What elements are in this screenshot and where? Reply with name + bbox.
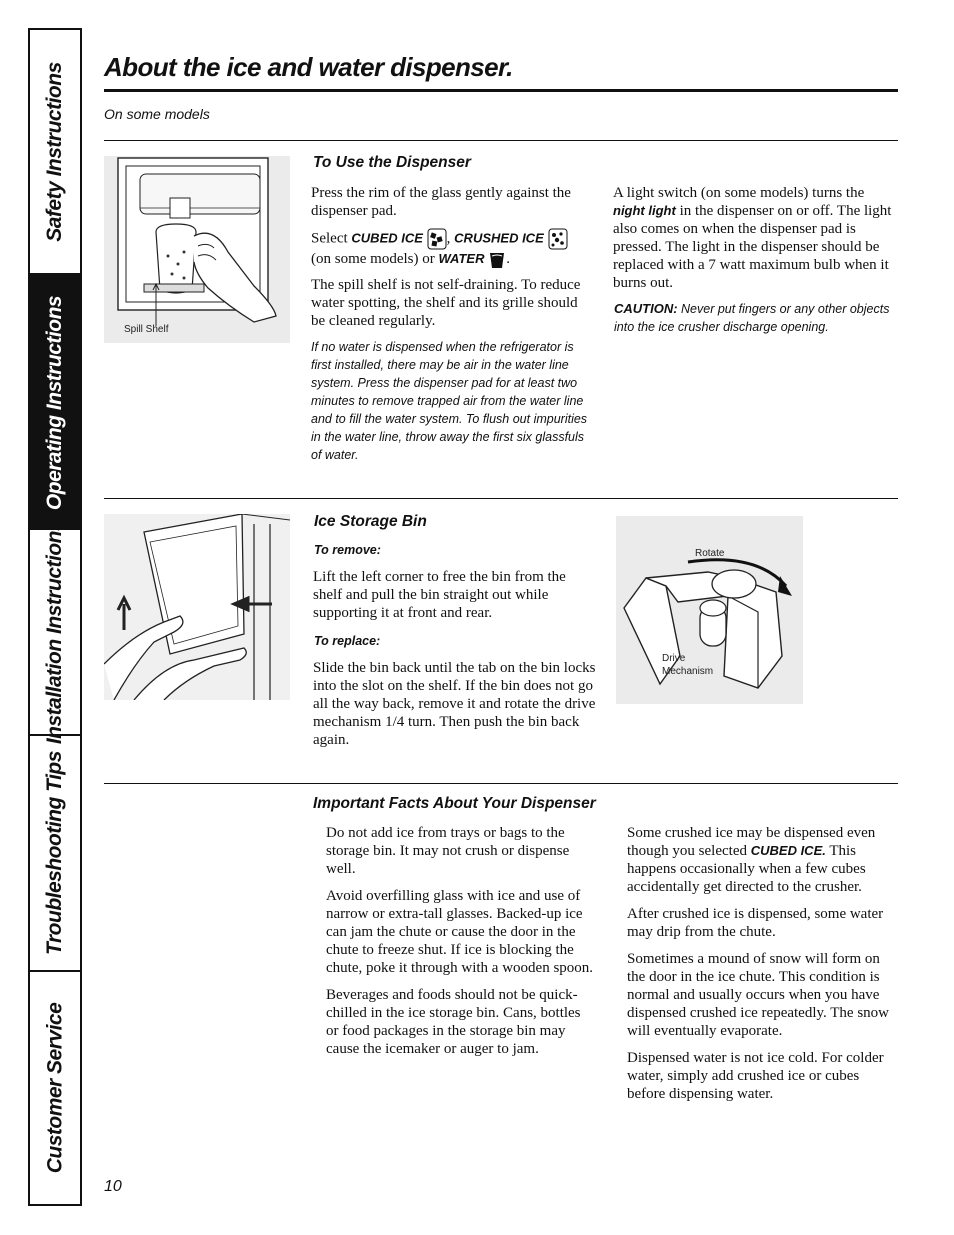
crushed-ice-keyword: CRUSHED ICE — [454, 230, 544, 246]
light-text-2: in the dispenser on or off. The light also comes on when the dispenser pad is pressed. The light in the dispenser should be replaced with a 7 watt maximum bulb when it burns out. — [613, 203, 892, 291]
dispenser-select-paragraph — [311, 228, 593, 269]
section-rule — [104, 783, 898, 784]
period: . — [506, 251, 510, 267]
fact-paragraph: After crushed ice is dispensed, some water may drip from the chute. — [627, 906, 884, 940]
ice-bin-illustration — [104, 514, 290, 700]
tab-safety-instructions[interactable] — [30, 30, 80, 273]
fact-paragraph: Avoid overfilling glass with ice and use of narrow or extra-tall glasses. Backed-up ice can jam the chute or cause the door in the chute to freeze shut. If ice is blocking the chute, poke it through with a wooden spoon. — [326, 888, 594, 976]
page-title: About the ice and water dispenser. — [104, 52, 513, 82]
section-rule — [104, 498, 898, 499]
cubed-ice-keyword: CUBED ICE. — [750, 843, 826, 858]
tab-troubleshooting-tips[interactable] — [30, 736, 80, 970]
title-rule — [104, 89, 898, 92]
remove-instructions: Lift the left corner to free the bin from the shelf and pull the bin straight out while supporting it at front and rear. — [313, 569, 566, 621]
tab-operating-instructions[interactable] — [30, 275, 80, 530]
to-remove-label: To remove: — [314, 543, 381, 557]
caution-note — [614, 300, 898, 336]
dispenser-paragraph-1: Press the rim of the glass gently against the dispenser pad. — [311, 185, 571, 219]
facts-left-column — [326, 824, 596, 1067]
tab-label: Operating Instructions — [43, 295, 66, 510]
models-note: On some models — [104, 106, 210, 122]
fact-text: This happens occasionally when a few cubes accidentally get directed to the crusher. — [627, 843, 866, 895]
to-replace-label: To replace: — [314, 634, 381, 648]
select-prefix: Select — [311, 230, 352, 247]
comma: , — [446, 230, 455, 247]
tab-customer-service[interactable] — [30, 972, 80, 1204]
facts-right-column — [627, 824, 899, 1112]
cubed-ice-icon — [427, 228, 447, 250]
fact-paragraph: Beverages and foods should not be quick-chilled in the ice storage bin. Cans, bottles or food packages in the storage bin may cause the icemaker or auger to jam. — [326, 987, 581, 1057]
dispenser-heading: To Use the Dispenser — [313, 154, 471, 171]
caution-text: Never put fingers or any other objects into the ice crusher discharge opening. — [614, 302, 890, 334]
water-keyword: WATER — [438, 251, 485, 266]
dispenser-figure — [104, 156, 290, 343]
light-switch-paragraph — [613, 184, 897, 292]
dispenser-illustration — [104, 156, 290, 343]
tab-label: Customer Service — [43, 1002, 66, 1174]
caution-label: CAUTION: — [614, 301, 678, 316]
replace-instructions: Slide the bin back until the tab on the bin locks into the slot on the shelf. If the bin does not go all the way back, remove it and rotate the drive mechanism 1/4 turn. Then push the bin back again. — [313, 660, 596, 748]
crushed-ice-icon — [548, 228, 568, 250]
cubed-ice-keyword: CUBED ICE — [351, 230, 423, 246]
fact-text: Some crushed ice may be dispensed even though you selected — [627, 825, 876, 859]
water-glass-icon — [488, 251, 506, 269]
tab-label: Installation Instructions — [43, 519, 67, 745]
fact-paragraph: Sometimes a mound of snow will form on the door in the ice chute. This condition is normal and usually occurs when you have dispensed crushed ice repeatedly. The snow will eventually evaporate. — [627, 951, 889, 1039]
tab-label: Safety Instructions — [43, 61, 67, 242]
ice-bin-heading: Ice Storage Bin — [314, 513, 427, 530]
rotate-label: Rotate — [695, 548, 725, 559]
section-sidebar — [28, 28, 82, 1206]
air-in-line-note: If no water is dispensed when the refrigerator is first installed, there may be air in the water line system. Press the dispenser pad for at least two minutes to remove trapped air from the water line and to fill the water system. To flush out impurities in the water line, throw away the first six glassfuls of water. — [311, 340, 588, 462]
facts-heading: Important Facts About Your Dispenser — [313, 795, 596, 812]
drive-mechanism-figure — [616, 516, 803, 704]
section-rule — [104, 140, 898, 141]
fact-paragraph: Dispensed water is not ice cold. For colder water, simply add crushed ice or cubes before dispensing water. — [627, 1050, 884, 1102]
light-text-1: A light switch (on some models) turns the — [613, 185, 865, 201]
fact-paragraph — [627, 824, 899, 896]
drive-label-line-1: Drive — [662, 653, 686, 664]
dispenser-paragraph-3: The spill shelf is not self-draining. To reduce water spotting, the shelf and its grille should be cleaned regularly. — [311, 277, 581, 329]
page-number: 10 — [104, 1178, 122, 1195]
night-light-keyword: night light — [613, 203, 676, 218]
fact-paragraph: Do not add ice from trays or bags to the storage bin. It may not crush or dispense well. — [326, 825, 570, 877]
drive-label-line-2: Mechanism — [662, 666, 714, 677]
spill-shelf-label: Spill Shelf — [124, 324, 169, 335]
ice-bin-figure — [104, 514, 290, 700]
on-some-models-text: (on some models) or — [311, 251, 439, 267]
tab-installation-instructions[interactable] — [30, 519, 80, 745]
drive-mechanism-label — [662, 652, 713, 678]
tab-label: Troubleshooting Tips — [43, 751, 67, 955]
